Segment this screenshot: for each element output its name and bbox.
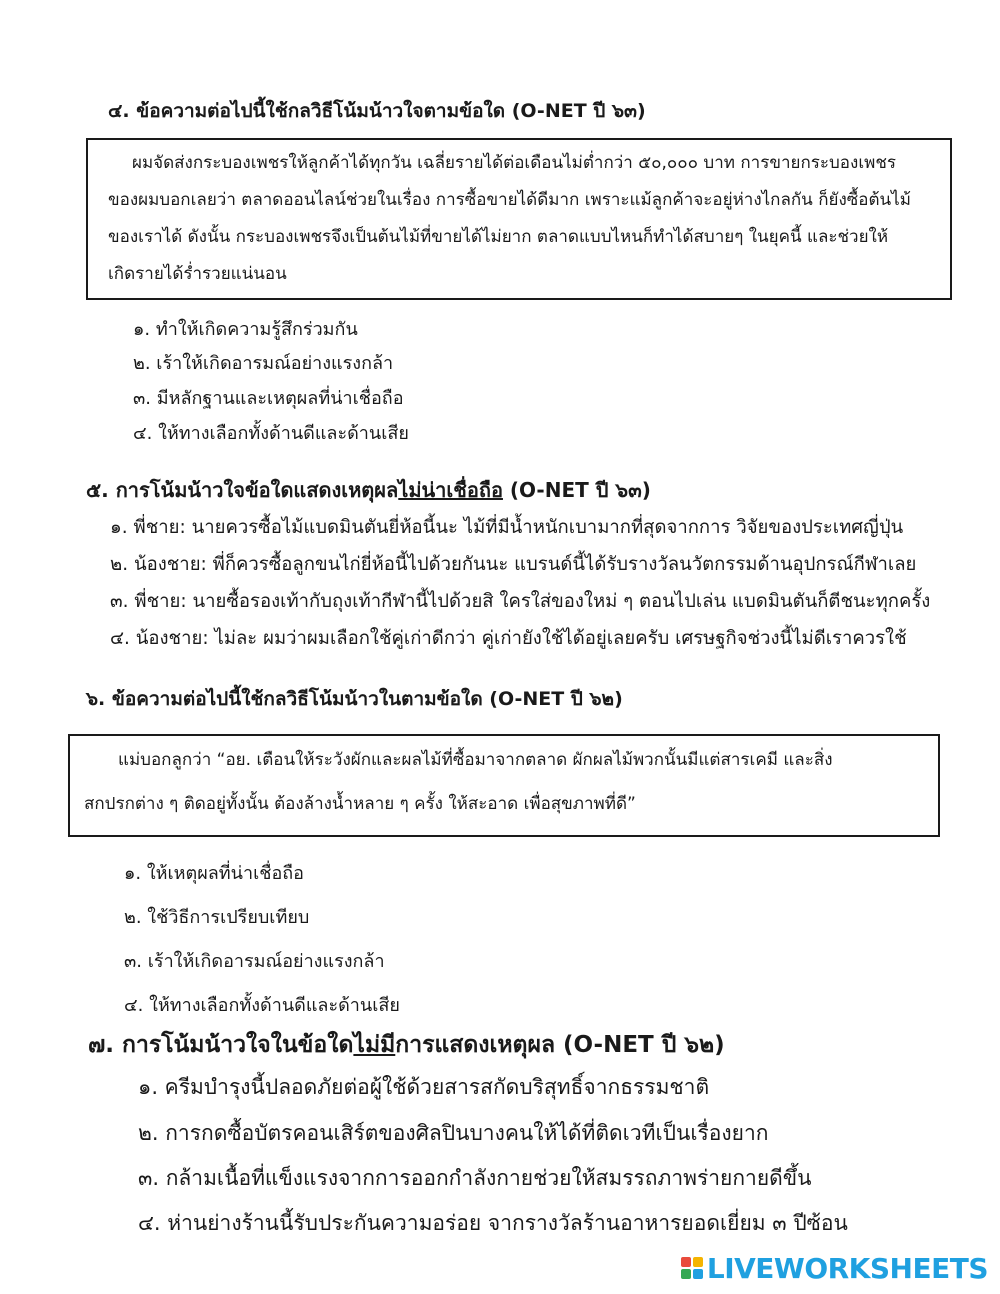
q7-option[interactable]: ๑. ครีมบำรุงนี้ปลอดภัยต่อผู้ใช้ด้วยสารสกัดบริสุทธิ์จากธรรมชาติ (138, 1075, 710, 1099)
q4-option[interactable]: ๒. เร้าให้เกิดอารมณ์อย่างแรงกล้า (133, 353, 394, 374)
q7-option[interactable]: ๓. กล้ามเนื้อที่แข็งแรงจากการออกกำลังกายช่วยให้สมรรถภาพร่ายกายดีขึ้น (138, 1166, 812, 1190)
q4-option[interactable]: ๓. มีหลักฐานและเหตุผลที่น่าเชื่อถือ (133, 388, 404, 409)
q5-title (86, 474, 651, 506)
q7-option[interactable]: ๒. การกดซื้อบัตรคอนเสิร์ตของศิลปินบางคนให้ได้ที่ติดเวทีเป็นเรื่องยาก (138, 1121, 769, 1145)
q5-option[interactable]: ๓. พี่ชาย: นายซื้อรองเท้ากับถุงเท้ากีฬานี้ไปด้วยสิ ใครใส่ของใหม่ ๆ ตอนไปเล่น แบดมินตันก็ตีชนะทุกครั้ง (110, 591, 931, 612)
q7-title-end: การแสดงเหตุผล (O-NET ปี ๖๒) (395, 1032, 725, 1058)
q6-passage-line: แม่บอกลูกว่า “อย. เตือนให้ระวังผักและผลไม้ที่ซื้อมาจากตลาด ผักผลไม้พวกนั้นมีแต่สารเคมี และสิ่ง (118, 750, 833, 770)
liveworksheets-logo-text: LIVEWORKSHEETS (706, 1251, 988, 1285)
q5-option[interactable]: ๔. น้องชาย: ไม่ละ ผมว่าผมเลือกใช้คู่เก่าดีกว่า คู่เก่ายังใช้ได้อยู่เลยครับ เศรษฐกิจช่วงนี้ไม่ดีเราควรใช้ (110, 628, 907, 649)
q4-option[interactable]: ๔. ให้ทางเลือกทั้งด้านดีและด้านเสีย (133, 423, 409, 444)
q6-passage-line: สกปรกต่าง ๆ ติดอยู่ทั้งนั้น ต้องล้างน้ำหลาย ๆ ครั้ง ให้สะอาด เพื่อสุขภาพที่ดี” (84, 794, 636, 814)
q6-option[interactable]: ๔. ให้ทางเลือกทั้งด้านดีและด้านเสีย (124, 995, 400, 1016)
q7-title-emphasis: ไม่มี (353, 1032, 396, 1058)
q6-option[interactable]: ๑. ให้เหตุผลที่น่าเชื่อถือ (124, 863, 304, 884)
liveworksheets-logo (681, 1250, 988, 1286)
q7-title-start: ๗. การโน้มน้าวใจในข้อใด (88, 1032, 354, 1058)
q7-title (88, 1027, 725, 1063)
liveworksheets-logo-icon (681, 1257, 703, 1279)
q4-title: ๔. ข้อความต่อไปนี้ใช้กลวิธีโน้มน้าวใจตามข้อใด (O-NET ปี ๖๓) (108, 100, 646, 122)
q6-passage-box (68, 734, 940, 837)
q4-passage-line: ผมจัดส่งกระบองเพชรให้ลูกค้าได้ทุกวัน เฉลี่ยรายได้ต่อเดือนไม่ต่ำกว่า ๕๐,๐๐๐ บาท การขายกระบองเพชร (132, 153, 897, 173)
q4-passage-box (86, 138, 952, 300)
q5-option-clip (110, 622, 980, 668)
q4-passage-line: เกิดรายได้ร่ำรวยแน่นอน (108, 264, 287, 284)
q4-passage-line: ของผมบอกเลยว่า ตลาดออนไลน์ช่วยในเรื่อง การซื้อขายได้ดีมาก เพราะแม้ลูกค้าจะอยู่ห่างไกลกัน ก็ยังซื้อต้นไม้ (108, 190, 911, 210)
q4-option[interactable]: ๑. ทำให้เกิดความรู้สึกร่วมกัน (133, 319, 358, 340)
q5-title-start: ๕. การโน้มน้าวใจข้อใดแสดงเหตุผล (86, 478, 399, 502)
q5-title-end: (O-NET ปี ๖๓) (502, 478, 651, 502)
q4-passage-line: ของเราได้ ดังนั้น กระบองเพชรจึงเป็นต้นไม้ที่ขายได้ไม่ยาก ตลาดแบบไหนก็ทำได้สบายๆ ในยุคนี้ และช่วยให้ (108, 227, 889, 247)
q6-option[interactable]: ๓. เร้าให้เกิดอารมณ์อย่างแรงกล้า (124, 951, 385, 972)
q7-option[interactable]: ๔. ห่านย่างร้านนี้รับประกันความอร่อย จากรางวัลร้านอาหารยอดเยี่ยม ๓ ปีซ้อน (138, 1211, 848, 1235)
q5-option[interactable]: ๒. น้องชาย: พี่ก็ควรซื้อลูกขนไก่ยี่ห้อนี้ไปด้วยกันนะ แบรนด์นี้ได้รับรางวัลนวัตกรรมด้านอุปกรณ์กีฬาเลย (110, 554, 917, 575)
q6-title: ๖. ข้อความต่อไปนี้ใช้กลวิธีโน้มน้าวในตามข้อใด (O-NET ปี ๖๒) (86, 688, 623, 710)
q5-option[interactable]: ๑. พี่ชาย: นายควรซื้อไม้แบดมินตันยี่ห้อนี้นะ ไม้ที่มีน้ำหนักเบามากที่สุดจากการ วิจัยของประเทศญี่ปุ่น (110, 517, 904, 538)
q6-option[interactable]: ๒. ใช้วิธีการเปรียบเทียบ (124, 907, 310, 928)
q5-title-emphasis: ไม่น่าเชื่อถือ (398, 478, 503, 502)
